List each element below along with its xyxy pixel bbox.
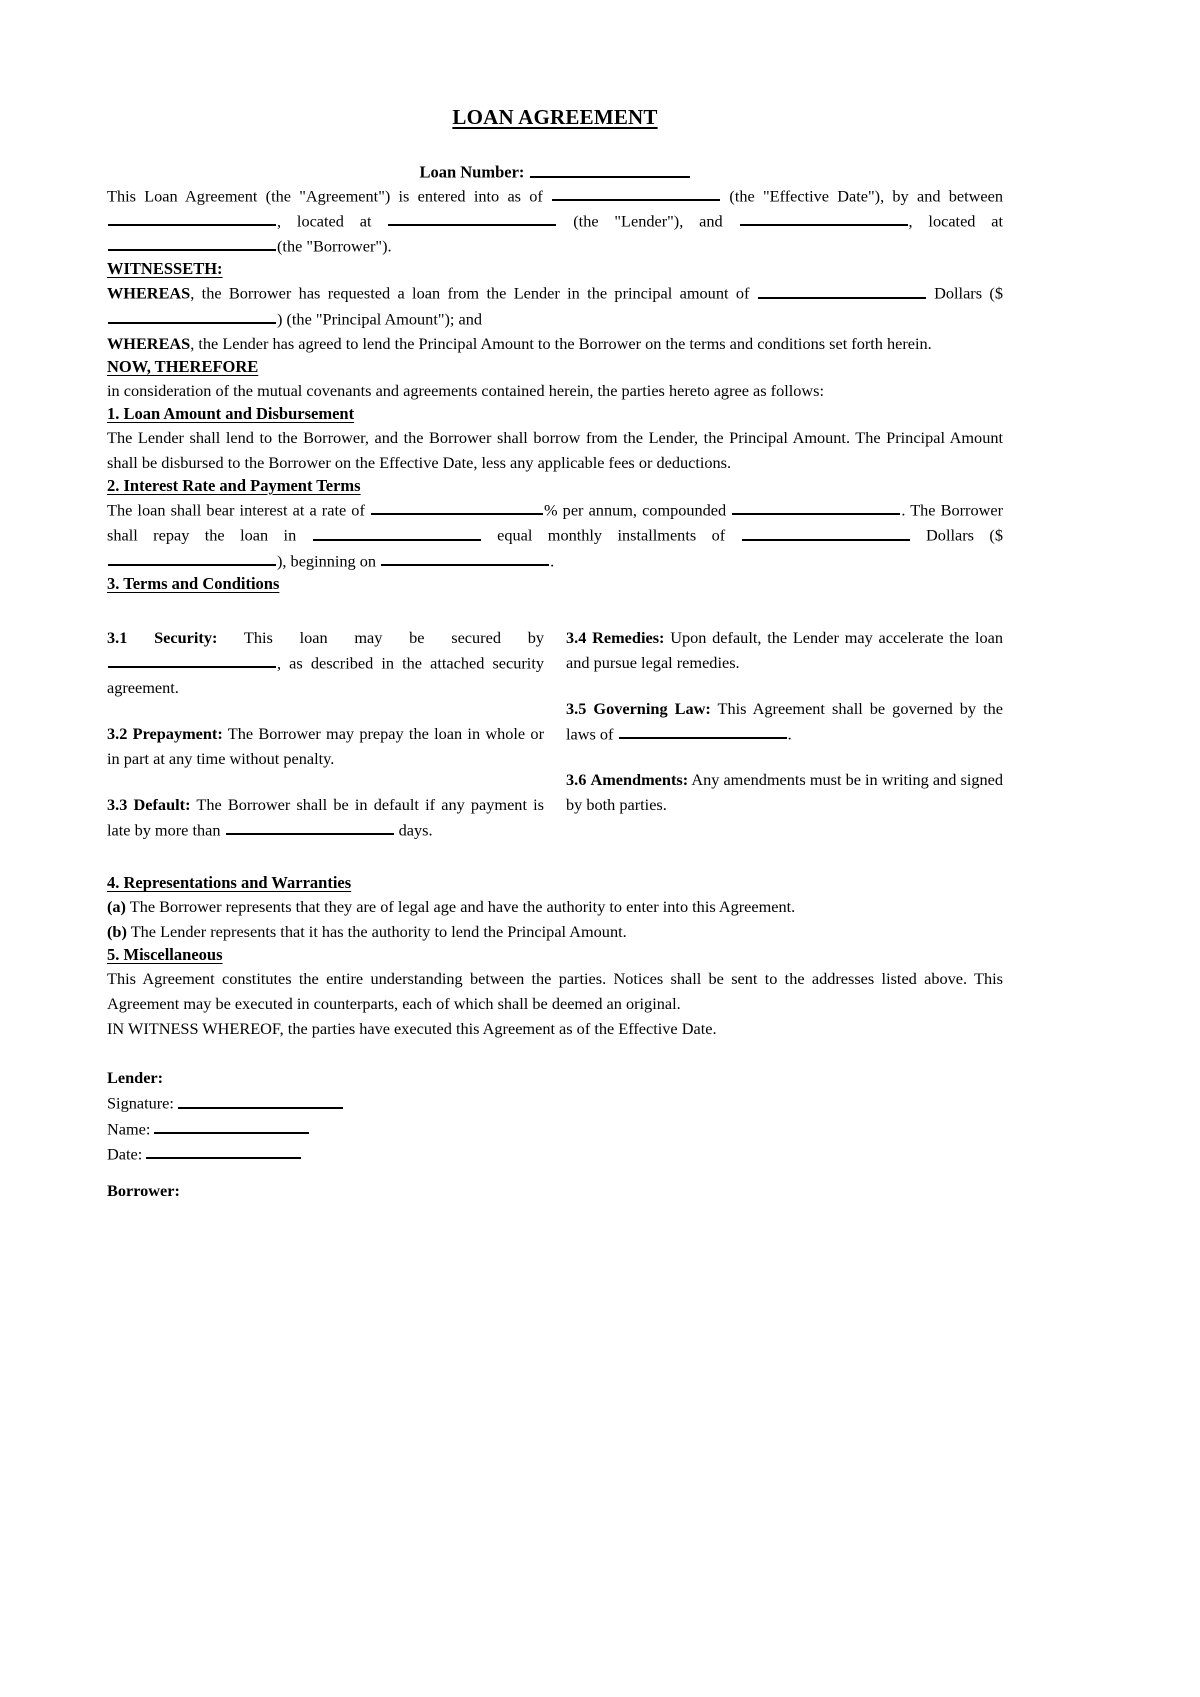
installment-amount-numeric-blank[interactable] [108,548,276,566]
clause-3-6 [566,767,1003,817]
whereas-1-paragraph [107,280,1003,331]
clause-3-1-number: 3.1 [107,627,128,647]
clause-3-2-text: The Borrower may prepay the loan in whole or in part at any time without penalty. [107,724,544,769]
clause-3-2 [107,721,544,771]
clause-3-3-number: 3.3 [107,795,128,815]
section-2-paragraph [107,497,1003,573]
section-5-paragraph: This Agreement constitutes the entire understanding between the parties. Notices shall be sent to the addresses listed above. This Agreement may be executed in counterparts, each of which shall be deemed an original. [107,969,1003,1014]
clause-3-5-text-b: . [787,724,792,744]
clause-3-1-text-b: , as described in the attached security agreement. [107,653,544,698]
witnesseth-heading [107,258,1003,280]
clause-3-6-text: Any amendments must be in writing and signed by both parties. [566,770,1003,815]
now-therefore-heading [107,356,1003,378]
clause-3-4-number: 3.4 [566,627,587,647]
now-therefore-paragraph: in consideration of the mutual covenants and agreements contained herein, the parties hereto agree as follows: [107,380,825,400]
section-1-heading-text: 1. Loan Amount and Disbursement [107,403,355,423]
default-grace-days-blank[interactable] [226,817,394,835]
section-4-item-a-label: (a) [107,897,126,917]
witnesseth-heading-text: WITNESSETH: [107,259,223,279]
interest-rate-blank[interactable] [371,497,543,515]
section-1-paragraph: The Lender shall lend to the Borrower, and the Borrower shall borrow from the Lender, the Principal Amount. The Principal Amount shall be disbursed to the Borrower on the Effective Date, less any applicable fees or deductions. [107,427,1003,472]
whereas-1-text-d: ) (the "Principal Amount"); and [277,308,483,328]
lender-name-row [107,1116,1003,1141]
intro-text-6: (the "Borrower"). [277,236,392,256]
document-content [107,0,1003,1203]
section-4-item-a-text: The Borrower represents that they are of legal age and have the authority to enter into this Agreement. [129,897,796,917]
section-2-text-5: Dollars [926,525,974,545]
lender-address-blank[interactable] [388,208,556,226]
clause-3-6-title: Amendments: [590,770,689,790]
lender-name-line[interactable] [154,1116,309,1134]
section-2-heading-text: 2. Interest Rate and Payment Terms [107,475,361,495]
lender-date-field-label: Date: [107,1144,143,1164]
clause-3-4-title: Remedies: [592,627,665,647]
intro-text-2: (the "Effective Date"), by and between [729,185,1003,205]
section-2-text-7: ), beginning on [277,550,377,570]
clause-3-3-title: Default: [133,795,191,815]
section-3-column-right [566,625,1003,817]
section-3-columns [107,625,1003,843]
intro-text-1: This Loan Agreement (the "Agreement") is entered into as of [107,185,543,205]
section-gap [107,842,1003,872]
intro-paragraph [107,183,1003,259]
clause-3-2-title: Prepayment: [132,724,223,744]
section-3-column-left [107,625,544,843]
section-4-heading-text: 4. Representations and Warranties [107,873,352,893]
section-5-heading-text: 5. Miscellaneous [107,945,223,965]
lender-name-field-label: Name: [107,1119,151,1139]
clause-3-1 [107,625,544,700]
section-4-item-b-label: (b) [107,922,127,942]
section-3-heading [107,573,1003,595]
section-2-text-2: % per annum, compounded [544,500,727,520]
first-payment-date-blank[interactable] [381,548,549,566]
installments-count-blank[interactable] [313,522,481,540]
lender-signature-label: Lender: [107,1068,164,1088]
section-2-text-3: . The Borrower shall repay the loan in [107,500,1004,545]
section-4-item-a [107,894,1003,919]
principal-amount-numeric-blank[interactable] [108,306,276,324]
principal-amount-words-blank[interactable] [758,280,926,298]
signature-gap [107,1166,1003,1178]
page-title [107,0,1003,130]
clause-3-4-text: Upon default, the Lender may accelerate the loan and pursue legal remedies. [566,627,1003,672]
clause-3-5-text-a: This Agreement shall be governed by the laws of [566,698,1003,744]
whereas-1-text-c: ($ [989,283,1003,303]
whereas-2-text: , the Lender has agreed to lend the Principal Amount to the Borrower on the terms and conditions set forth herein. [190,333,932,353]
borrower-name-blank[interactable] [740,208,908,226]
whereas-1-text-b: Dollars [934,283,983,303]
clause-3-2-number: 3.2 [107,724,128,744]
clause-3-3-text-a: The Borrower shall be in default if any payment is late by more than [107,795,544,840]
lender-signature-block [107,1065,1003,1166]
lender-signature-line[interactable] [178,1090,343,1108]
borrower-signature-label: Borrower: [107,1181,180,1201]
section-2-text-4: equal monthly installments of [497,525,726,545]
section-1-heading [107,403,1003,425]
section-4-heading [107,872,1003,894]
security-collateral-blank[interactable] [108,650,276,668]
page-title-text: LOAN AGREEMENT [452,105,658,129]
clause-3-3-text-b: days. [398,820,433,840]
lender-name-blank[interactable] [108,208,276,226]
loan-number-blank[interactable] [530,159,690,178]
section-2-text-1: The loan shall bear interest at a rate of [107,500,365,520]
intro-text-4: (the "Lender"), and [573,211,723,231]
clause-3-3 [107,792,544,842]
effective-date-blank[interactable] [552,183,720,201]
section-2-text-8: . [550,550,555,570]
clause-3-5-number: 3.5 [566,698,587,718]
section-2-text-6: ($ [989,525,1003,545]
intro-text-3: , located at [277,211,372,231]
whereas-1-lead: WHEREAS [107,283,191,303]
clause-3-5-title: Governing Law: [593,698,711,718]
clause-3-1-text-a: This loan may be secured by [243,627,544,647]
clause-3-6-number: 3.6 [566,770,587,790]
lender-signature-field-label: Signature: [107,1093,174,1113]
borrower-address-blank[interactable] [108,233,276,251]
section-2-heading [107,475,1003,497]
witness-clause: IN WITNESS WHEREOF, the parties have executed this Agreement as of the Effective Date. [107,1019,717,1039]
intro-text-5: , located at [908,211,1004,231]
lender-date-line[interactable] [146,1141,301,1159]
section-5-heading [107,944,1003,966]
now-therefore-heading-text: NOW, THEREFORE [107,356,259,376]
lender-date-row [107,1141,1003,1166]
compounding-period-blank[interactable] [732,497,900,515]
whereas-2-lead: WHEREAS [107,333,191,353]
installment-amount-words-blank[interactable] [742,522,910,540]
loan-number-row [107,159,1003,183]
whereas-2-paragraph [107,331,1003,356]
lender-signature-row [107,1090,1003,1115]
clause-3-1-title: Security: [154,627,218,647]
loan-number-label: Loan Number: [419,162,525,182]
section-3-heading-text: 3. Terms and Conditions [107,573,280,593]
governing-law-state-blank[interactable] [619,721,787,739]
clause-3-5 [566,696,1003,746]
section-4-item-b-text: The Lender represents that it has the authority to lend the Principal Amount. [130,922,627,942]
section-4-item-b [107,919,1003,944]
clause-3-4 [566,625,1003,675]
whereas-1-text-a: , the Borrower has requested a loan from the Lender in the principal amount of [190,283,750,303]
